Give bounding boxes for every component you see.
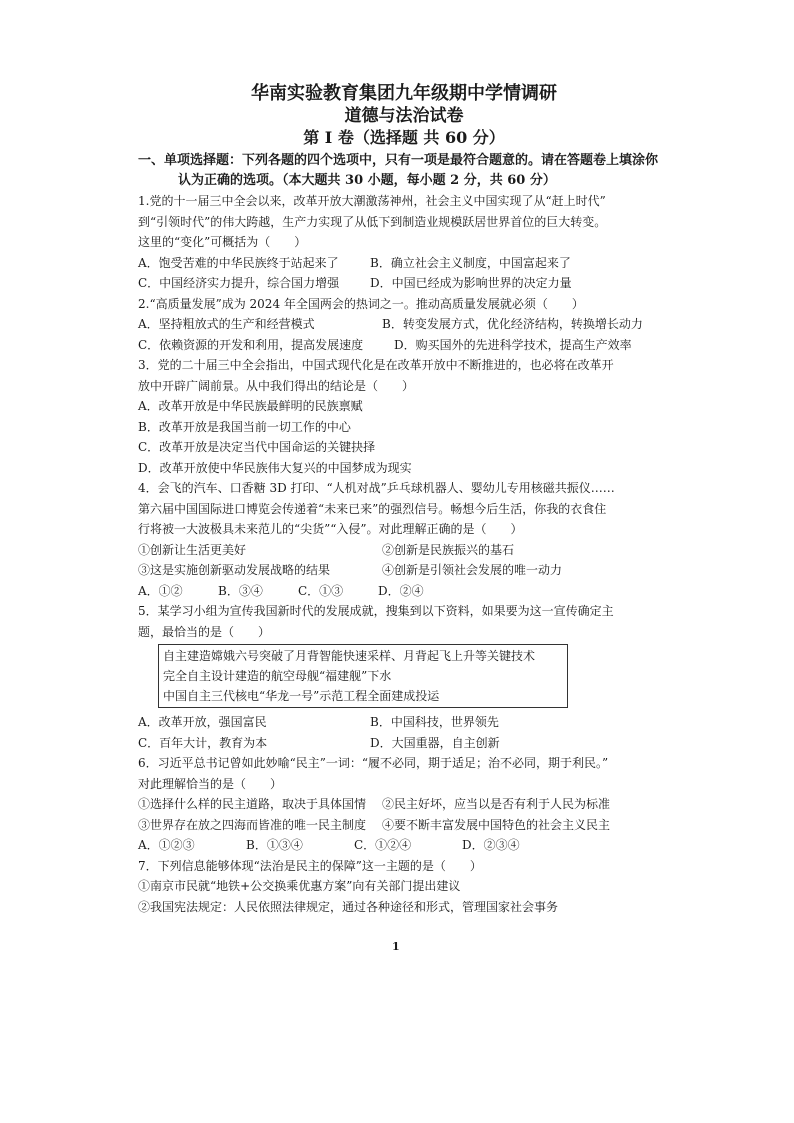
question-4-choice-a[interactable]: A．①② [138, 583, 183, 598]
section-instructions-line2: 认为正确的选项。（本大题共 30 小题，每小题 2 分，共 60 分） [178, 173, 556, 188]
question-4-statement-4: ④创新是引领社会发展的唯一动力 [382, 563, 563, 577]
question-6-statement-4: ④要不断丰富发展中国特色的社会主义民主 [382, 817, 611, 832]
question-6 [138, 753, 670, 856]
question-1 [138, 191, 670, 294]
question-5-stem-2: 题，最恰当的是（ ） [138, 624, 271, 639]
question-2-options-row-1 [138, 314, 670, 335]
question-4-choices [138, 581, 670, 602]
question-6-statement-2: ②民主好坏，应当以是否有利于人民为标准 [382, 797, 611, 811]
question-7-statement-2: ②我国宪法规定：人民依照法律规定，通过各种途径和形式，管理国家社会事务 [138, 899, 559, 914]
question-4-statement-2: ②创新是民族振兴的基石 [382, 542, 515, 557]
question-3-option-a[interactable]: A．改革开放是中华民族最鲜明的民族禀赋 [138, 399, 363, 413]
question-4-statement-3: ③这是实施创新驱动发展战略的结果 [138, 563, 331, 577]
question-5-option-c[interactable]: C．百年大计，教育为本 [138, 735, 268, 750]
question-4-choice-d[interactable]: D．②④ [378, 583, 424, 598]
question-1-option-c[interactable]: C．中国经济实力提升，综合国力增强 [138, 276, 340, 290]
exam-page [138, 80, 670, 917]
section-instructions-line1: 一、单项选择题：下列各题的四个选项中，只有一项是最符合题意的。请在答题卷上填涂你 [138, 153, 659, 168]
question-5-options-row-1 [138, 712, 670, 733]
part-title: 第 I 卷（选择题 共 60 分） [303, 128, 505, 147]
question-4-choice-b[interactable]: B．③④ [218, 583, 263, 598]
question-4-choice-c[interactable]: C．①③ [298, 583, 344, 598]
question-4-stem-1: 4．会飞的汽车、口香糖 3D 打印、“人机对战”乒乓球机器人、婴幼儿专用核磁共振仪…… [138, 481, 615, 495]
question-1-stem-3: 这里的“变化”可概括为（ ） [138, 235, 307, 249]
question-1-option-d[interactable]: D．中国已经成为影响世界的决定力量 [370, 276, 572, 290]
question-5-option-b[interactable]: B．中国科技，世界领先 [370, 715, 499, 729]
question-4-statements-row-2 [138, 560, 670, 581]
question-2-stem-1: 2.“高质量发展”成为 2024 年全国两会的热词之一。推动高质量发展就必须（ ） [138, 296, 584, 311]
question-5-material-1: 自主建造嫦娥六号突破了月背智能快速采样、月背起飞上升等关键技术 [163, 649, 536, 663]
question-6-statement-3: ③世界存在放之四海而皆准的唯一民主制度 [138, 817, 367, 832]
question-1-stem-2: 到“引领时代”的伟大跨越，生产力实现了从低下到制造业规模跃居世界首位的巨大转变。 [138, 214, 607, 229]
question-6-statement-1: ①选择什么样的民主道路，取决于具体国情 [138, 797, 367, 811]
question-4-stem-2: 第六届中国国际进口博览会传递着“未来已来”的强烈信号。畅想今后生活，你我的衣食住 [138, 501, 607, 516]
question-3-stem-2: 放中开辟广阔前景。从中我们得出的结论是（ ） [138, 378, 415, 393]
question-1-options-row-2 [138, 273, 670, 294]
question-3 [138, 355, 670, 478]
question-7-statement-1: ①南京市民就“地铁+公交换乘优惠方案”向有关部门提出建议 [138, 879, 461, 893]
question-3-stem-1: 3．党的二十届三中全会指出，中国式现代化是在改革开放中不断推进的，也必将在改革开 [138, 358, 614, 372]
question-5-material-2: 完全自主设计建造的航空母舰“福建舰”下水 [163, 669, 392, 683]
question-2 [138, 294, 670, 356]
question-6-stem-2: 对此理解恰当的是（ ） [138, 776, 283, 791]
question-6-stem-1: 6．习近平总书记曾如此妙喻“民主”一词：“履不必同，期于适足；治不必同，期于利民。” [138, 756, 609, 770]
question-1-options-row-1 [138, 253, 670, 274]
question-4-statements-row-1 [138, 540, 670, 561]
question-2-option-c[interactable]: C．依赖资源的开发和利用，提高发展速度 [138, 337, 364, 352]
question-3-option-c[interactable]: C．改革开放是决定当代中国命运的关键抉择 [138, 440, 376, 454]
exam-subject: 道德与法治试卷 [344, 106, 464, 126]
question-4 [138, 478, 670, 601]
question-4-stem-3: 行将被一大波极具未来范儿的“尖货”“入侵”。对此理解正确的是（ ） [138, 522, 523, 536]
question-5-option-d[interactable]: D．大国重器，自主创新 [370, 735, 500, 750]
question-1-option-b[interactable]: B．确立社会主义制度，中国富起来了 [370, 255, 571, 270]
question-5 [138, 601, 670, 753]
question-6-statements-row-1 [138, 794, 670, 815]
question-1-stem-1: 1.党的十一届三中全会以来，改革开放大潮激荡神州，社会主义中国实现了从“赶上时代” [138, 194, 606, 208]
question-2-option-b[interactable]: B．转变发展方式，优化经济结构，转换增长动力 [382, 317, 643, 331]
question-2-options-row-2 [138, 335, 670, 356]
question-7 [138, 856, 670, 918]
question-1-option-a[interactable]: A．饱受苦难的中华民族终于站起来了 [138, 255, 339, 270]
question-3-option-b[interactable]: B．改革开放是我国当前一切工作的中心 [138, 419, 351, 434]
question-6-choice-d[interactable]: D．②③④ [462, 838, 520, 852]
question-5-options-row-2 [138, 733, 670, 754]
question-5-option-a[interactable]: A．改革开放，强国富民 [138, 715, 267, 729]
exam-title: 华南实验教育集团九年级期中学情调研 [251, 83, 557, 104]
question-5-material-3: 中国自主三代核电“华龙一号”示范工程全面建成投运 [163, 689, 440, 703]
question-6-choice-b[interactable]: B．①③④ [246, 838, 303, 852]
question-7-stem-1: 7．下列信息能够体现“法治是民主的保障”这一主题的是（ ） [138, 858, 482, 873]
question-4-statement-1: ①创新让生活更美好 [138, 542, 247, 557]
section-instructions [138, 151, 670, 191]
question-2-option-d[interactable]: D．购买国外的先进科学技术，提高生产效率 [394, 337, 632, 352]
question-6-choices [138, 835, 670, 856]
question-5-materials-box [158, 644, 568, 708]
page-number: 1 [392, 940, 400, 953]
question-6-choice-c[interactable]: C．①②④ [354, 838, 412, 852]
question-5-stem-1: 5．某学习小组为宣传我国新时代的发展成就，搜集到以下资料，如果要为这一宣传确定主 [138, 604, 614, 618]
question-3-option-d[interactable]: D．改革开放使中华民族伟大复兴的中国梦成为现实 [138, 460, 412, 475]
question-6-statements-row-2 [138, 815, 670, 836]
question-6-choice-a[interactable]: A．①②③ [138, 838, 195, 852]
question-2-option-a[interactable]: A．坚持粗放式的生产和经营模式 [138, 317, 315, 331]
